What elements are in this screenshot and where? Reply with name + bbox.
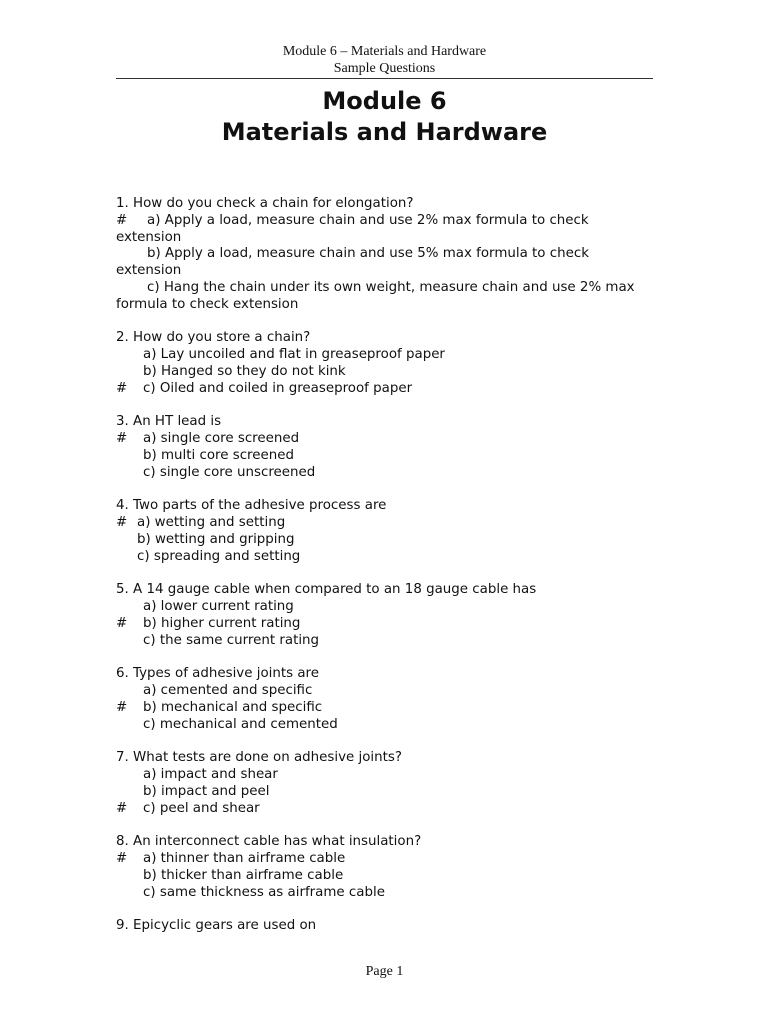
option-a-text: a) Lay uncoiled and flat in greaseproof paper <box>143 347 445 363</box>
question-7-text: 7. What tests are done on adhesive joints? <box>116 750 402 766</box>
question-5-option-c <box>116 633 656 650</box>
question-9-text: 9. Epicyclic gears are used on <box>116 918 317 934</box>
correct-answer-mark: # <box>116 431 128 447</box>
question-5-option-a <box>116 599 656 616</box>
question-2-option-a <box>116 347 656 364</box>
option-c-text: c) Hang the chain under its own weight, measure chain and use 2% max <box>147 279 635 295</box>
question-7-option-b <box>116 784 656 801</box>
question-4-option-b <box>116 532 656 549</box>
option-a-text: a) impact and shear <box>143 767 278 783</box>
title-module: Module 6 <box>322 87 447 115</box>
question-2-option-c <box>116 381 656 398</box>
question-3 <box>116 414 656 481</box>
question-7 <box>116 750 656 817</box>
header-divider <box>116 78 653 79</box>
question-1-text: 1. How do you check a chain for elongation? <box>116 196 414 211</box>
option-c-text: c) peel and shear <box>143 800 260 816</box>
option-c-text: c) single core unscreened <box>143 464 316 480</box>
question-7-option-a <box>116 767 656 784</box>
option-a-text: a) wetting and setting <box>137 515 286 531</box>
question-2-text: 2. How do you store a chain? <box>116 330 311 346</box>
question-4-option-a <box>116 515 656 532</box>
question-1-option-a-continued: extension <box>116 229 182 245</box>
page-number: Page 1 <box>365 964 404 979</box>
option-a-text: a) Apply a load, measure chain and use 2% max formula to check <box>147 212 589 228</box>
option-c-text: c) spreading and setting <box>137 548 301 564</box>
question-3-option-c <box>116 465 656 482</box>
document-title <box>116 86 653 148</box>
question-6 <box>116 666 656 733</box>
question-6-option-a <box>116 683 656 700</box>
question-3-text: 3. An HT lead is <box>116 414 222 430</box>
option-b-text: b) thicker than airframe cable <box>143 867 344 883</box>
question-list <box>116 196 656 952</box>
option-b-text: b) mechanical and specific <box>143 699 323 715</box>
correct-answer-mark: # <box>116 380 128 396</box>
option-b-text: b) higher current rating <box>143 615 301 631</box>
option-a-text: a) cemented and specific <box>143 683 313 699</box>
question-8-option-b <box>116 868 656 885</box>
question-7-option-c <box>116 801 656 818</box>
question-3-option-a <box>116 431 656 448</box>
question-1-option-b <box>116 246 656 263</box>
question-4 <box>116 498 656 565</box>
question-5 <box>116 582 656 649</box>
option-a-text: a) single core screened <box>143 431 300 447</box>
page-footer <box>116 963 653 980</box>
header-subtitle: Sample Questions <box>333 61 436 76</box>
question-8-text: 8. An interconnect cable has what insulation? <box>116 834 422 850</box>
option-b-text: b) multi core screened <box>143 447 294 463</box>
option-b-text: b) wetting and gripping <box>137 531 295 547</box>
question-8-option-c <box>116 885 656 902</box>
question-5-option-b <box>116 616 656 633</box>
question-6-text: 6. Types of adhesive joints are <box>116 666 319 682</box>
question-3-option-b <box>116 448 656 465</box>
option-c-text: c) the same current rating <box>143 632 320 648</box>
question-1-option-a <box>116 213 656 230</box>
question-1 <box>116 196 656 314</box>
page-header <box>116 43 653 77</box>
question-1-option-c <box>116 280 656 297</box>
option-b-text: b) Hanged so they do not kink <box>143 363 346 379</box>
option-c-text: c) same thickness as airframe cable <box>143 884 385 900</box>
question-8-option-a <box>116 851 656 868</box>
question-4-option-c <box>116 549 656 566</box>
option-c-text: c) Oiled and coiled in greaseproof paper <box>143 380 413 396</box>
correct-answer-mark: # <box>116 699 128 715</box>
question-9 <box>116 918 656 935</box>
option-a-text: a) lower current rating <box>143 599 294 615</box>
question-2-option-b <box>116 364 656 381</box>
option-b-text: b) Apply a load, measure chain and use 5% max formula to check <box>147 246 589 262</box>
question-1-option-b-continued: extension <box>116 263 182 279</box>
title-subject: Materials and Hardware <box>221 118 548 146</box>
question-8 <box>116 834 656 901</box>
option-c-text: c) mechanical and cemented <box>143 716 338 732</box>
question-6-option-c <box>116 717 656 734</box>
correct-answer-mark: # <box>116 515 128 531</box>
option-b-text: b) impact and peel <box>143 783 270 799</box>
correct-answer-mark: # <box>116 212 128 228</box>
correct-answer-mark: # <box>116 851 128 867</box>
question-2 <box>116 330 656 397</box>
question-1-option-c-continued: formula to check extension <box>116 296 299 312</box>
question-6-option-b <box>116 700 656 717</box>
header-module-title: Module 6 – Materials and Hardware <box>282 44 487 59</box>
correct-answer-mark: # <box>116 800 128 816</box>
correct-answer-mark: # <box>116 615 128 631</box>
question-5-text: 5. A 14 gauge cable when compared to an 18 gauge cable has <box>116 582 537 598</box>
option-a-text: a) thinner than airframe cable <box>143 851 346 867</box>
question-4-text: 4. Two parts of the adhesive process are <box>116 498 387 514</box>
